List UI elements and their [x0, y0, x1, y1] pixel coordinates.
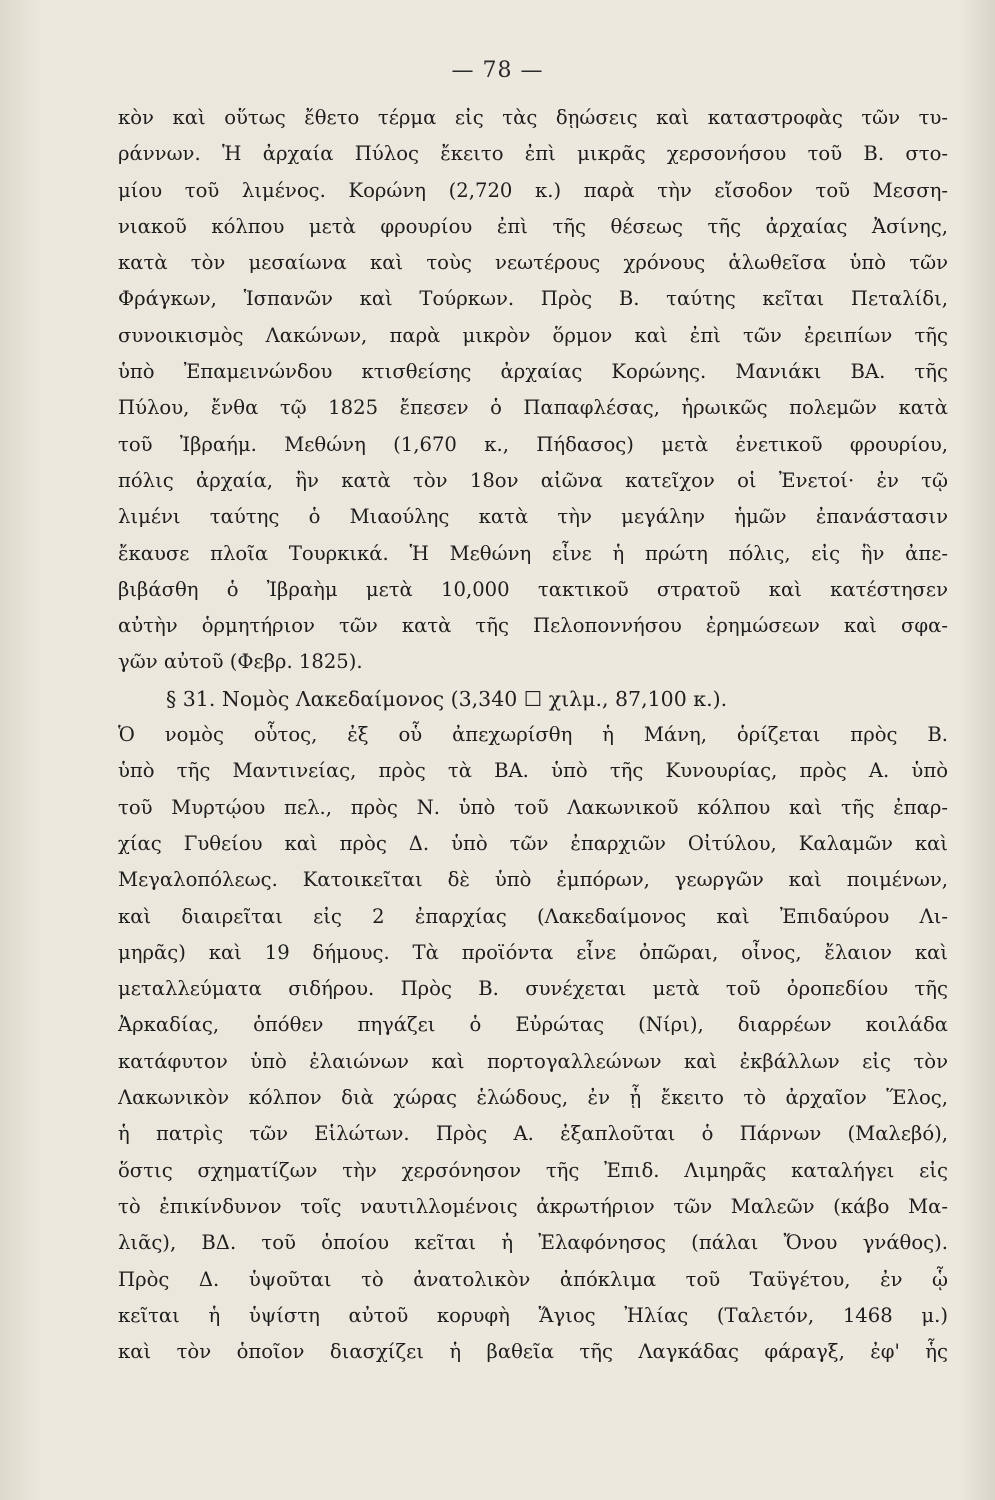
- text-line: βιβάσθη ὁ Ἰβραὴμ μετὰ 10,000 τακτικοῦ στρατοῦ καὶ κατέστησεν: [118, 577, 948, 601]
- text-line: κεῖται ἡ ὑψίστη αὐτοῦ κορυφὴ Ἅγιος Ἠλίας (Ταλετόν, 1468 μ.): [118, 1303, 948, 1327]
- text-line: μηρᾶς) καὶ 19 δήμους. Τὰ προϊόντα εἶνε ὀπῶραι, οἶνος, ἔλαιον καὶ: [118, 940, 948, 964]
- text-line: τοῦ Ἰβραήμ. Μεθώνη (1,670 κ., Πήδασος) μετὰ ἐνετικοῦ φρουρίου,: [118, 432, 948, 456]
- text-line: ὑπὸ Ἐπαμεινώνδου κτισθείσης ἀρχαίας Κορώνης. Μανιάκι ΒΑ. τῆς: [118, 360, 948, 384]
- text-line: Πρὸς Δ. ὑψοῦται τὸ ἀνατολικὸν ἀπόκλιμα τοῦ Ταϋγέτου, ἐν ᾧ: [118, 1267, 948, 1291]
- page-number: — 78 —: [451, 58, 544, 83]
- text-line: Πύλου, ἔνθα τῷ 1825 ἔπεσεν ὁ Παπαφλέσας, ἡρωικῶς πολεμῶν κατὰ: [118, 396, 948, 420]
- text-line: ἡ πατρὶς τῶν Εἱλώτων. Πρὸς Α. ἐξαπλοῦται ὁ Πάρνων (Μαλεβό),: [118, 1122, 948, 1146]
- text-line: Λακωνικὸν κόλπον διὰ χώρας ἑλώδους, ἐν ᾗ ἔκειτο τὸ ἀρχαῖον Ἕλος,: [118, 1086, 948, 1110]
- text-line: γῶν αὐτοῦ (Φεβρ. 1825).: [118, 650, 363, 674]
- text-line: ὅστις σχηματίζων τὴν χερσόνησον τῆς Ἐπιδ. Λιμηρᾶς καταλήγει εἰς: [118, 1158, 948, 1182]
- text-line: Φράγκων, Ἱσπανῶν καὶ Τούρκων. Πρὸς Β. ταύτης κεῖται Πεταλίδι,: [118, 287, 948, 311]
- text-line: χίας Γυθείου καὶ πρὸς Δ. ὑπὸ τῶν ἐπαρχιῶν Οἰτύλου, Καλαμῶν καὶ: [118, 831, 948, 855]
- text-line: ράννων. Ἡ ἀρχαία Πύλος ἔκειτο ἐπὶ μικρᾶς χερσονήσου τοῦ Β. στο-: [118, 142, 948, 166]
- text-line: Μεγαλοπόλεως. Κατοικεῖται δὲ ὑπὸ ἐμπόρων, γεωργῶν καὶ ποιμένων,: [118, 868, 948, 892]
- section-heading: § 31. Νομὸς Λακεδαίμονος (3,340 ☐ χιλμ., 87,100 κ.).: [166, 686, 728, 711]
- text-line: τὸ ἐπικίνδυνον τοῖς ναυτιλλομένοις ἀκρωτήριον τῶν Μαλεῶν (κάβο Μα-: [118, 1194, 948, 1218]
- text-line: καὶ τὸν ὁποῖον διασχίζει ἡ βαθεῖα τῆς Λαγκάδας φάραγξ, ἐφ' ἧς: [118, 1340, 948, 1364]
- text-line: κὸν καὶ οὕτως ἔθετο τέρμα εἰς τὰς δῃώσεις καὶ καταστροφὰς τῶν τυ-: [118, 106, 948, 129]
- text-line: μεταλλεύματα σιδήρου. Πρὸς Β. συνέχεται μετὰ τοῦ ὀροπεδίου τῆς: [118, 977, 948, 1001]
- text-line: λιμένι ταύτης ὁ Μιαούλης κατὰ τὴν μεγάλην ἡμῶν ἐπανάστασιν: [118, 505, 948, 529]
- text-line: μίου τοῦ λιμένος. Κορώνη (2,720 κ.) παρὰ τὴν εἴσοδον τοῦ Μεσση-: [118, 178, 948, 202]
- text-line: τοῦ Μυρτῴου πελ., πρὸς Ν. ὑπὸ τοῦ Λακωνικοῦ κόλπου καὶ τῆς ἐπαρ-: [118, 795, 948, 819]
- text-line: καὶ διαιρεῖται εἰς 2 ἐπαρχίας (Λακεδαίμονος καὶ Ἐπιδαύρου Λι-: [118, 904, 948, 928]
- text-line: νιακοῦ κόλπου μετὰ φρουρίου ἐπὶ τῆς θέσεως τῆς ἀρχαίας Ἀσίνης,: [118, 214, 948, 238]
- text-line: αὐτὴν ὁρμητήριον τῶν κατὰ τῆς Πελοποννήσου ἐρημώσεων καὶ σφα-: [118, 614, 948, 638]
- text-line: πόλις ἀρχαία, ἣν κατὰ τὸν 18ον αἰῶνα κατεῖχον οἱ Ἐνετοί· ἐν τῷ: [118, 468, 948, 492]
- text-line: κατάφυτον ὑπὸ ἐλαιώνων καὶ πορτογαλλεώνων καὶ ἐκβάλλων εἰς τὸν: [118, 1049, 948, 1073]
- text-line: Ἀρκαδίας, ὁπόθεν πηγάζει ὁ Εὐρώτας (Νίρι), διαρρέων κοιλάδα: [118, 1013, 948, 1037]
- text-line: λιᾶς), ΒΔ. τοῦ ὁποίου κεῖται ἡ Ἐλαφόνησος (πάλαι Ὄνου γνάθος).: [118, 1231, 948, 1255]
- text-line: ὑπὸ τῆς Μαντινείας, πρὸς τὰ ΒΑ. ὑπὸ τῆς Κυνουρίας, πρὸς Α. ὑπὸ: [118, 759, 948, 783]
- text-line: συνοικισμὸς Λακώνων, παρὰ μικρὸν ὅρμον καὶ ἐπὶ τῶν ἐρειπίων τῆς: [118, 323, 948, 347]
- text-line: Ὁ νομὸς οὗτος, ἐξ οὗ ἀπεχωρίσθη ἡ Μάνη, ὁρίζεται πρὸς Β.: [118, 723, 948, 747]
- text-line: ἔκαυσε πλοῖα Τουρκικά. Ἡ Μεθώνη εἶνε ἡ πρώτη πόλις, εἰς ἣν ἀπε-: [118, 541, 948, 565]
- text-line: κατὰ τὸν μεσαίωνα καὶ τοὺς νεωτέρους χρόνους ἁλωθεῖσα ὑπὸ τῶν: [118, 251, 948, 275]
- body-text: [118, 100, 948, 1370]
